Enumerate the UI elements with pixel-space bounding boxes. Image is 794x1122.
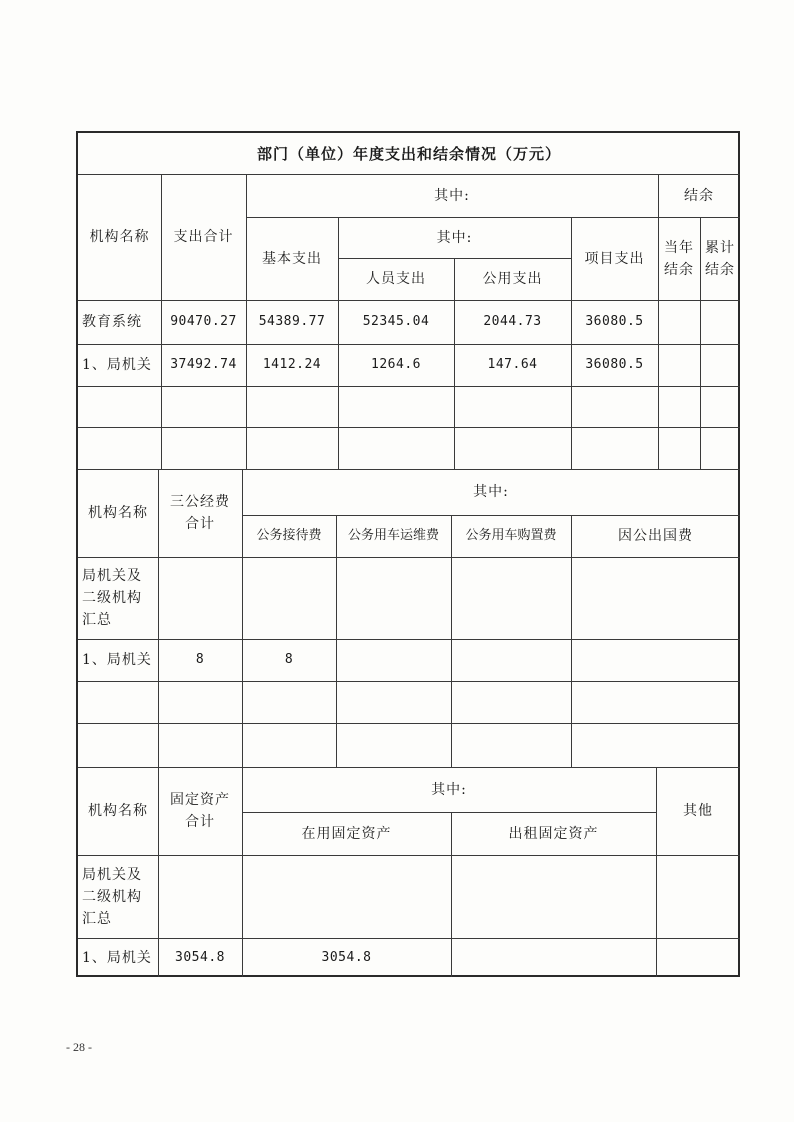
s1-header-personnel: 人员支出 xyxy=(366,271,426,287)
expenditure-table xyxy=(76,131,740,977)
s1-header-basic: 基本支出 xyxy=(262,250,322,267)
page-number: - 28 - xyxy=(66,1040,92,1054)
s1-row2-total: 37492.74 xyxy=(170,357,237,372)
s2-header-org: 机构名称 xyxy=(88,505,148,521)
s1-header-of-which: 其中: xyxy=(434,187,470,204)
rule xyxy=(78,681,740,682)
s1-header-org: 机构名称 xyxy=(89,229,150,245)
s3-header-total: 固定资产 合计 xyxy=(170,792,230,830)
s2-header-abroad: 因公出国费 xyxy=(618,528,693,544)
s3-header-org: 机构名称 xyxy=(88,803,148,819)
s2-header-of-which: 其中: xyxy=(473,484,509,500)
rule xyxy=(78,723,740,724)
s1-row2-public: 147.64 xyxy=(487,357,538,372)
s1-header-project: 项目支出 xyxy=(584,250,645,267)
s1-row1-total: 90470.27 xyxy=(170,314,237,329)
rule xyxy=(78,427,740,428)
s1-row1-project: 36080.5 xyxy=(585,314,644,329)
s2-row2-reception: 8 xyxy=(284,652,294,667)
s1-header-surplus: 结余 xyxy=(684,187,714,204)
s2-header-car-purchase: 公务用车购置费 xyxy=(465,528,557,543)
s1-row1-basic: 54389.77 xyxy=(258,314,326,329)
s1-row2-project: 36080.5 xyxy=(585,357,644,372)
s1-header-total: 支出合计 xyxy=(173,229,234,245)
s1-row1-org: 教育系统 xyxy=(82,314,142,330)
s3-row1-org: 局机关及 二级机构 汇总 xyxy=(82,866,142,927)
s2-row2-org: 1、局机关 xyxy=(82,652,152,668)
s1-row2-personnel: 1264.6 xyxy=(371,357,421,372)
s1-row2-org: 1、局机关 xyxy=(82,357,152,373)
s3-header-of-which: 其中: xyxy=(431,781,467,798)
s2-row1-org: 局机关及 二级机构 汇总 xyxy=(82,568,142,628)
s2-header-reception: 公务接待费 xyxy=(256,528,322,543)
s1-row1-personnel: 52345.04 xyxy=(362,314,430,329)
s1-header-surplus-accum: 累计 结余 xyxy=(705,239,735,278)
s3-row2-in-use: 3054.8 xyxy=(321,949,372,965)
rule xyxy=(78,557,740,558)
s3-header-leased: 出租固定资产 xyxy=(508,825,599,842)
s3-header-other: 其他 xyxy=(683,803,713,819)
rule xyxy=(78,386,740,387)
s2-header-car-operation: 公务用车运维费 xyxy=(347,528,439,543)
s3-row2-org: 1、局机关 xyxy=(82,949,152,966)
s1-row2-basic: 1412.24 xyxy=(262,357,322,372)
rule xyxy=(78,855,740,856)
s2-header-total: 三公经费 合计 xyxy=(170,494,230,532)
s1-row1-public: 2044.73 xyxy=(483,314,542,329)
s1-header-basic-of-which: 其中: xyxy=(436,229,473,246)
s3-header-in-use: 在用固定资产 xyxy=(301,825,392,842)
table-title: 部门（单位）年度支出和结余情况（万元） xyxy=(256,144,561,163)
s3-row2-total: 3054.8 xyxy=(175,949,225,965)
s1-header-surplus-year: 当年 结余 xyxy=(664,239,694,278)
s2-row2-total: 8 xyxy=(195,652,205,667)
s1-header-public: 公用支出 xyxy=(482,271,543,287)
